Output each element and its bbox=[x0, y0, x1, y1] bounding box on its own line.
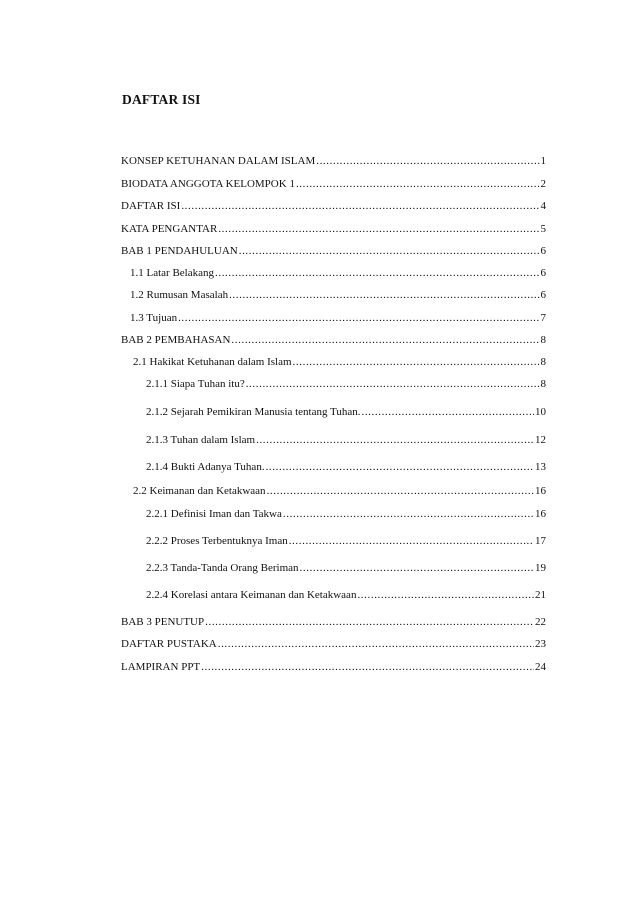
toc-entry-page: 1 bbox=[540, 155, 546, 167]
toc-entry-label: KONSEP KETUHANAN DALAM ISLAM bbox=[121, 155, 316, 167]
toc-entry[interactable] bbox=[121, 154, 546, 168]
toc-entry[interactable] bbox=[133, 355, 546, 369]
toc-entry-page: 6 bbox=[540, 267, 546, 279]
toc-entry[interactable] bbox=[146, 534, 546, 548]
toc-entry[interactable] bbox=[130, 266, 546, 280]
toc-leader-dots bbox=[231, 333, 539, 347]
toc-entry-page: 24 bbox=[535, 661, 546, 673]
toc-entry[interactable] bbox=[121, 333, 546, 347]
toc-entry[interactable] bbox=[121, 660, 546, 674]
toc-leader-dots bbox=[296, 177, 540, 191]
toc-entry-page: 16 bbox=[535, 508, 546, 520]
toc-entry[interactable] bbox=[146, 507, 546, 521]
toc-entry-label: 2.2.1 Definisi Iman dan Takwa bbox=[146, 508, 282, 520]
toc-entry-page: 23 bbox=[535, 638, 546, 650]
toc-leader-dots bbox=[239, 244, 540, 258]
toc-entry-label: BIODATA ANGGOTA KELOMPOK 1 bbox=[121, 178, 295, 190]
toc-entry-label: BAB 2 PEMBAHASAN bbox=[121, 334, 231, 346]
toc-entry[interactable] bbox=[146, 460, 546, 474]
toc-leader-dots bbox=[256, 433, 534, 447]
toc-entry-label: 1.2 Rumusan Masalah bbox=[130, 289, 229, 301]
toc-entry-label: 2.2.4 Korelasi antara Keimanan dan Ketakwaan bbox=[146, 589, 357, 601]
toc-entry-label: 2.1.3 Tuhan dalam Islam bbox=[146, 434, 256, 446]
toc-entry-page: 13 bbox=[535, 461, 546, 473]
toc-leader-dots bbox=[266, 460, 534, 474]
toc-leader-dots bbox=[246, 377, 540, 391]
toc-leader-dots bbox=[229, 288, 539, 302]
toc-entry-label: 2.2.2 Proses Terbentuknya Iman bbox=[146, 535, 288, 547]
toc-entry-page: 5 bbox=[540, 223, 546, 235]
toc-entry[interactable] bbox=[146, 588, 546, 602]
toc-leader-dots bbox=[357, 588, 534, 602]
toc-entry[interactable] bbox=[121, 244, 546, 258]
toc-leader-dots bbox=[181, 199, 539, 213]
toc-leader-dots bbox=[218, 637, 534, 651]
toc-entry[interactable] bbox=[146, 561, 546, 575]
toc-entry-label: BAB 1 PENDAHULUAN bbox=[121, 245, 238, 257]
toc-entry-page: 17 bbox=[535, 535, 546, 547]
toc-entry[interactable] bbox=[121, 199, 546, 213]
toc-entry-page: 6 bbox=[540, 245, 546, 257]
toc-entry-label: 2.2 Keimanan dan Ketakwaan bbox=[133, 485, 266, 497]
toc-entry[interactable] bbox=[130, 288, 546, 302]
toc-entry-label: 2.2.3 Tanda-Tanda Orang Beriman bbox=[146, 562, 299, 574]
toc-leader-dots bbox=[289, 534, 534, 548]
toc-entry-label: LAMPIRAN PPT bbox=[121, 661, 201, 673]
toc-entry-label: 2.1 Hakikat Ketuhanan dalam Islam bbox=[133, 356, 292, 368]
toc-entry-page: 21 bbox=[535, 589, 546, 601]
toc-entry-page: 8 bbox=[540, 334, 546, 346]
toc-entry-page: 22 bbox=[535, 616, 546, 628]
toc-leader-dots bbox=[283, 507, 534, 521]
toc-entry-label: DAFTAR ISI bbox=[121, 200, 181, 212]
toc-entry-page: 8 bbox=[540, 378, 546, 390]
toc-entry-page: 19 bbox=[535, 562, 546, 574]
toc-leader-dots bbox=[205, 615, 534, 629]
toc-entry[interactable] bbox=[130, 311, 546, 325]
toc-leader-dots bbox=[361, 405, 534, 419]
toc-entry-label: 2.1.2 Sejarah Pemikiran Manusia tentang Tuhan. bbox=[146, 406, 361, 418]
toc-entry-label: KATA PENGANTAR bbox=[121, 223, 218, 235]
toc-entry[interactable] bbox=[133, 484, 546, 498]
toc-entry-page: 2 bbox=[540, 178, 546, 190]
toc-leader-dots bbox=[201, 660, 534, 674]
toc-entry-page: 6 bbox=[540, 289, 546, 301]
toc-entry[interactable] bbox=[121, 615, 546, 629]
page-title: DAFTAR ISI bbox=[122, 92, 201, 107]
toc-entry-label: 1.1 Latar Belakang bbox=[130, 267, 214, 279]
toc-leader-dots bbox=[267, 484, 534, 498]
toc-entry[interactable] bbox=[146, 405, 546, 419]
toc-entry[interactable] bbox=[146, 433, 546, 447]
toc-leader-dots bbox=[218, 222, 539, 236]
toc-entry-page: 4 bbox=[540, 200, 546, 212]
toc-entry-page: 12 bbox=[535, 434, 546, 446]
toc-entry-page: 8 bbox=[540, 356, 546, 368]
toc-entry-label: 2.1.4 Bukti Adanya Tuhan. bbox=[146, 461, 265, 473]
toc-entry[interactable] bbox=[121, 177, 546, 191]
toc-leader-dots bbox=[300, 561, 534, 575]
toc-leader-dots bbox=[293, 355, 540, 369]
toc-entry-page: 16 bbox=[535, 485, 546, 497]
toc-entry[interactable] bbox=[121, 637, 546, 651]
toc-entry[interactable] bbox=[121, 222, 546, 236]
toc-entry-label: DAFTAR PUSTAKA bbox=[121, 638, 217, 650]
toc-entry-label: BAB 3 PENUTUP bbox=[121, 616, 205, 628]
toc-entry-page: 7 bbox=[540, 312, 546, 324]
toc-leader-dots bbox=[215, 266, 540, 280]
toc-entry-label: 1.3 Tujuan bbox=[130, 312, 178, 324]
toc-entry-label: 2.1.1 Siapa Tuhan itu? bbox=[146, 378, 245, 390]
toc-leader-dots bbox=[178, 311, 539, 325]
toc-entry-page: 10 bbox=[535, 406, 546, 418]
toc-entry[interactable] bbox=[146, 377, 546, 391]
toc-leader-dots bbox=[316, 154, 539, 168]
